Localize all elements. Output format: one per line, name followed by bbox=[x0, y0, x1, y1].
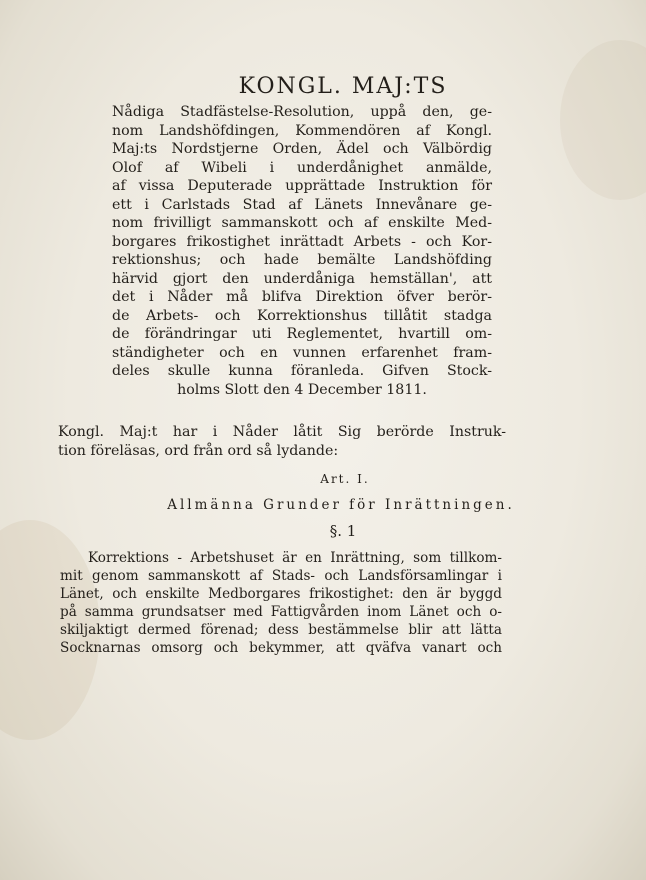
text-line: de förändringar uti Reglementet, hvartill om- bbox=[112, 326, 492, 342]
intro-paragraph bbox=[58, 423, 506, 461]
text-line: de Arbets- och Korrektionshus tillåtit stadga bbox=[112, 307, 492, 324]
text-line: holms Slott den 4 December 1811. bbox=[177, 381, 427, 398]
text-line: nom Landshöfdingen, Kommendören af Kongl. bbox=[112, 122, 492, 139]
text-line: borgares frikostighet inrättadt Arbets - och Kor- bbox=[112, 233, 492, 250]
text-line: deles skulle kunna föranleda. Gifven Stock- bbox=[112, 363, 492, 379]
body-paragraph bbox=[60, 549, 502, 657]
text-line: härvid gjort den underdåniga hemställan', att bbox=[112, 270, 492, 287]
resolution-paragraph bbox=[112, 103, 492, 399]
article-heading: Allmänna Grunder för Inrättningen. bbox=[167, 497, 515, 513]
text-line: Socknarnas omsorg och bekymmer, att qväfva vanart och bbox=[60, 640, 502, 656]
text-line: Kongl. Maj:t har i Nåder låtit Sig berörde Instruk- bbox=[58, 424, 506, 440]
text-line: på samma grundsatser med Fattigvården inom Länet och o- bbox=[60, 604, 502, 620]
text-line: Korrektions - Arbetshuset är en Inrättning, som tillkom- bbox=[88, 550, 502, 566]
text-line: skiljaktigt dermed förenad; dess bestämmelse blir att lätta bbox=[60, 622, 502, 638]
text-line: Länet, och enskilte Medborgares frikostighet: den är byggd bbox=[60, 586, 502, 602]
text-line: rektionshus; och hade bemälte Landshöfding bbox=[112, 252, 492, 268]
text-line: mit genom sammanskott af Stads- och Landsförsamlingar i bbox=[60, 568, 502, 584]
text-line: det i Nåder må blifva Direktion öfver berör- bbox=[112, 289, 492, 305]
article-number: Art. I. bbox=[320, 472, 370, 486]
section-number: §. 1 bbox=[329, 522, 357, 540]
text-line: ständigheter och en vunnen erfarenhet fram- bbox=[112, 344, 492, 361]
document-title: KONGL. MAJ:TS bbox=[238, 74, 448, 99]
text-line: Olof af Wibeli i underdånighet anmälde, bbox=[112, 159, 492, 176]
text-line: tion föreläsas, ord från ord så lydande: bbox=[58, 443, 339, 459]
text-line: af vissa Deputerade upprättade Instruktion för bbox=[112, 178, 492, 194]
text-line: Nådiga Stadfästelse-Resolution, uppå den, ge- bbox=[112, 104, 492, 120]
text-line: nom frivilligt sammanskott och af enskilte Med- bbox=[112, 215, 492, 231]
text-line: ett i Carlstads Stad af Länets Innevånare ge- bbox=[112, 196, 492, 213]
text-line: Maj:ts Nordstjerne Orden, Ädel och Välbördig bbox=[112, 141, 492, 157]
